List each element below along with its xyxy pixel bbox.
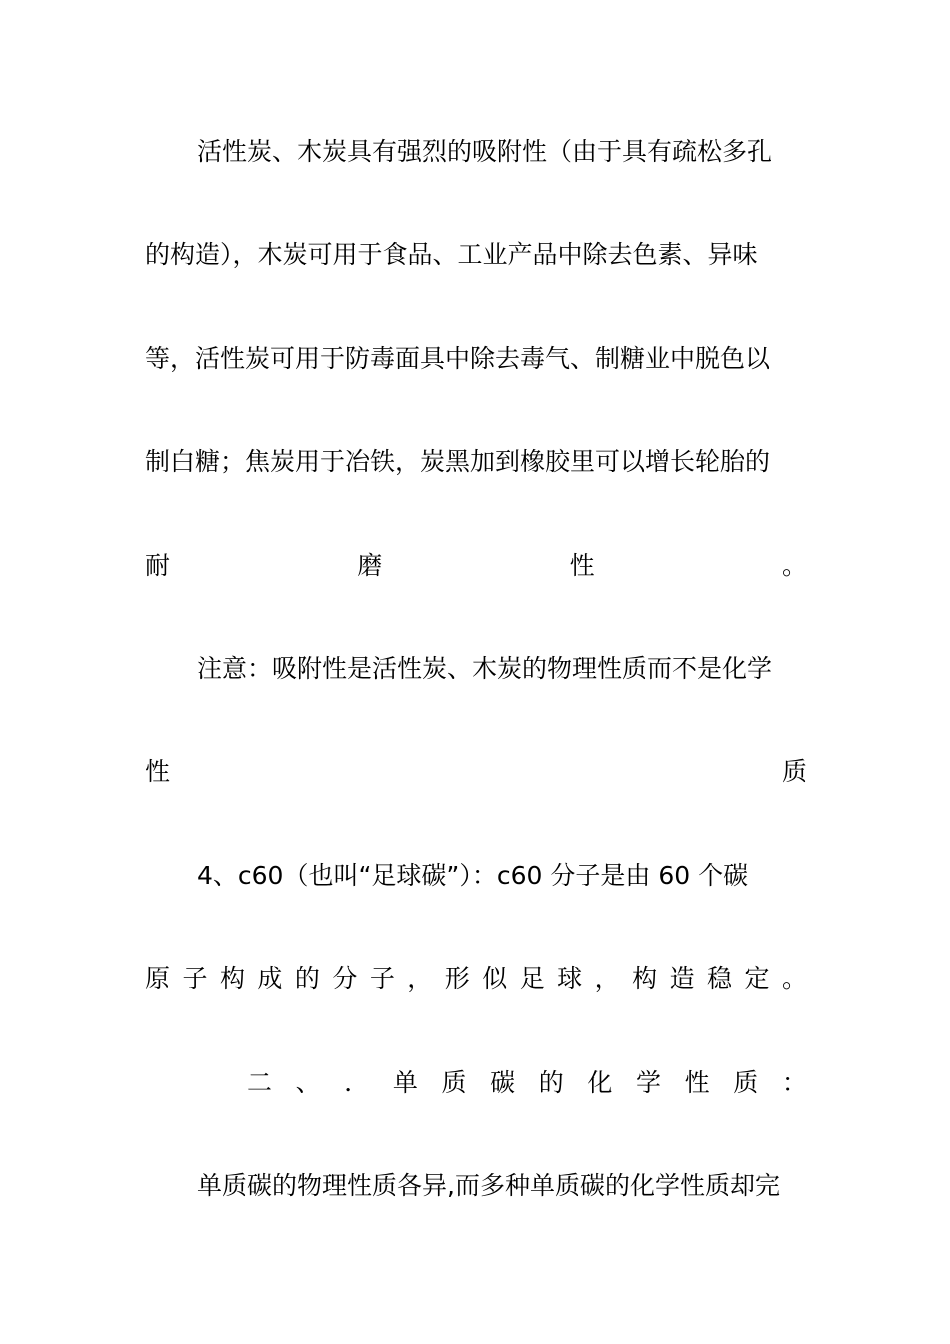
char: 质 xyxy=(733,1068,759,1097)
char: 碳 xyxy=(490,1068,516,1097)
spread-line-wear-resistance xyxy=(145,546,807,586)
char: 。 xyxy=(781,551,807,580)
char: 定 xyxy=(744,964,770,993)
char: 形 xyxy=(444,964,470,993)
paragraph-line-3: 等，活性炭可用于防毒面具中除去毒气、制糖业中脱色以 xyxy=(145,344,771,373)
char: 足 xyxy=(519,964,545,993)
char: 似 xyxy=(482,964,508,993)
char: ， xyxy=(407,964,433,993)
paragraph-line-1: 活性炭、木炭具有强烈的吸附性（由于具有疏松多孔 xyxy=(197,137,773,166)
char: 单 xyxy=(392,1068,418,1097)
char: 稳 xyxy=(707,964,733,993)
char: 子 xyxy=(369,964,395,993)
char: ， xyxy=(594,964,620,993)
char: 性 xyxy=(569,551,595,580)
char: 造 xyxy=(669,964,695,993)
paragraph-line-4: 制白糖；焦炭用于冶铁，炭黑加到橡胶里可以增长轮胎的 xyxy=(145,447,771,476)
char: 构 xyxy=(219,964,245,993)
last-line: 单质碳的物理性质各异,而多种单质碳的化学性质却完 xyxy=(197,1171,780,1200)
char: 性 xyxy=(145,757,171,786)
char: 性 xyxy=(684,1068,710,1097)
char: 耐 xyxy=(145,551,171,580)
char: ． xyxy=(344,1068,370,1097)
char: 、 xyxy=(295,1068,321,1097)
char: 子 xyxy=(182,964,208,993)
paragraph-line-2: 的构造），木炭可用于食品、工业产品中除去色素、异味 xyxy=(145,240,758,269)
char: 学 xyxy=(636,1068,662,1097)
note-line: 注意：吸附性是活性炭、木炭的物理性质而不是化学 xyxy=(197,654,773,683)
char: 质 xyxy=(781,757,807,786)
char: 球 xyxy=(557,964,583,993)
spread-line-c60-structure xyxy=(145,959,807,999)
char: ： xyxy=(781,1068,807,1097)
char: 二 xyxy=(247,1068,273,1097)
char: 的 xyxy=(538,1068,564,1097)
char: 磨 xyxy=(357,551,383,580)
section-heading xyxy=(145,1063,807,1103)
char: 质 xyxy=(441,1068,467,1097)
char: 构 xyxy=(632,964,658,993)
char: 。 xyxy=(781,964,807,993)
char: 成 xyxy=(257,964,283,993)
char: 原 xyxy=(145,964,171,993)
c60-line: 4、c60（也叫“足球碳”）：c60 分子是由 60 个碳 xyxy=(197,861,749,890)
char: 分 xyxy=(332,964,358,993)
spread-line-property xyxy=(145,752,807,792)
char: 化 xyxy=(587,1068,613,1097)
char: 的 xyxy=(294,964,320,993)
